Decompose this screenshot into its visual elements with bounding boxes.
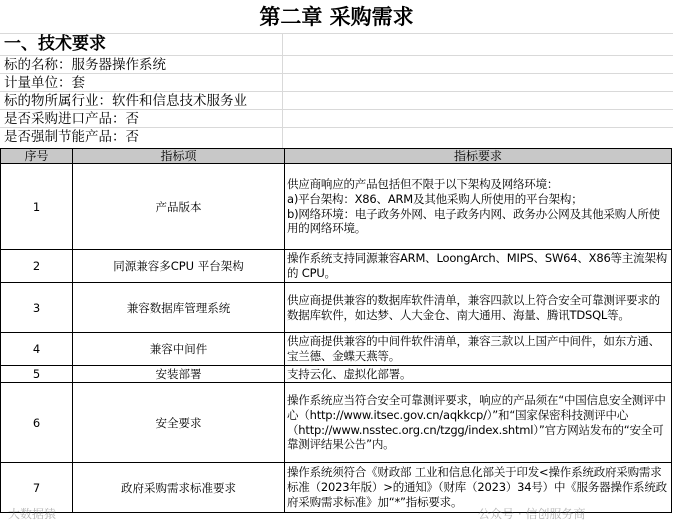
gridline	[0, 73, 673, 74]
table-row	[1, 383, 672, 463]
page-title: 第二章 采购需求	[259, 4, 414, 29]
watermark-left: 大数据猿	[8, 507, 57, 521]
meta-item-name: 标的名称：服务器操作系统	[4, 57, 166, 73]
row-item: 产品版本	[73, 164, 285, 250]
row-num: 4	[1, 333, 73, 366]
row-num: 5	[1, 366, 73, 383]
requirement-line: 支持云化、虚拟化部署。	[287, 366, 412, 381]
requirement-line: 操作系统支持同源兼容ARM、LoongArch、MIPS、SW64、X86等主流架构的 CPU。	[287, 251, 668, 280]
gridline	[0, 55, 673, 56]
row-requirement	[285, 366, 672, 383]
requirements-table	[0, 148, 672, 513]
meta-industry: 标的物所属行业：软件和信息技术服务业	[4, 93, 247, 109]
row-num: 1	[1, 164, 73, 250]
row-num: 3	[1, 283, 73, 333]
watermark-right: 公众号 · 信创服务商	[478, 507, 586, 521]
header-num: 序号	[1, 149, 73, 164]
table-row	[1, 164, 672, 250]
row-item: 安全要求	[73, 383, 285, 463]
row-requirement	[285, 164, 672, 250]
meta-energy: 是否强制节能产品：否	[4, 129, 139, 145]
row-requirement	[285, 383, 672, 463]
requirement-line: a)平台架构：X86、ARM及其他采购人所使用的平台架构；	[287, 191, 583, 206]
requirement-line: 操作系统须符合《财政部 工业和信息化部关于印发<操作系统政府采购需求标准（2023年版）>的通知》（财库（2023）34号）中《服务器操作系统政府采购需求标准》加“*”指标要求。	[287, 465, 667, 509]
table-row	[1, 366, 672, 383]
row-item: 兼容中间件	[73, 333, 285, 366]
requirement-line: b)网络环境：电子政务外网、电子政务内网、政务办公网及其他采购人所使用的网络环境。	[287, 206, 660, 236]
requirement-line: 供应商响应的产品包括但不限于以下架构及网络环境：	[287, 176, 559, 191]
row-requirement	[285, 333, 672, 366]
section-heading: 一、技术要求	[4, 34, 106, 54]
row-item: 同源兼容多CPU 平台架构	[73, 250, 285, 283]
requirement-line: 供应商提供兼容的中间件软件清单，兼容三款以上国产中间件，如东方通、宝兰德、金蝶天燕等。	[287, 334, 660, 363]
meta-unit: 计量单位：套	[4, 75, 85, 91]
row-num: 6	[1, 383, 73, 463]
gridline	[0, 127, 673, 128]
gridline	[0, 91, 673, 92]
meta-import: 是否采购进口产品：否	[4, 111, 139, 127]
requirement-line: 操作系统应当符合安全可靠测评要求，响应的产品须在“中国信息安全测评中心（http://www.itsec.gov.cn/aqkkcp/）”和“国家保密科技测评中心（http://www.nsstec.org.cn/tzgg/index.shtml）”官方网站发布的“安全可靠测评结果公告”内。	[287, 392, 666, 452]
table-header-row	[1, 149, 672, 164]
row-num: 2	[1, 250, 73, 283]
table-row	[1, 283, 672, 333]
row-requirement	[285, 283, 672, 333]
row-num: 7	[1, 463, 73, 513]
row-item: 政府采购需求标准要求	[73, 463, 285, 513]
header-requirement: 指标要求	[285, 149, 672, 164]
requirement-line: 供应商提供兼容的数据库软件清单，兼容四款以上符合安全可靠测评要求的数据库软件，如达梦、人大金仓、南大通用、海量、腾讯TDSQL等。	[287, 292, 660, 322]
table-row	[1, 333, 672, 366]
row-item: 兼容数据库管理系统	[73, 283, 285, 333]
header-item: 指标项	[73, 149, 285, 164]
gridline	[0, 109, 673, 110]
table-row	[1, 250, 672, 283]
row-requirement	[285, 250, 672, 283]
row-item: 安装部署	[73, 366, 285, 383]
